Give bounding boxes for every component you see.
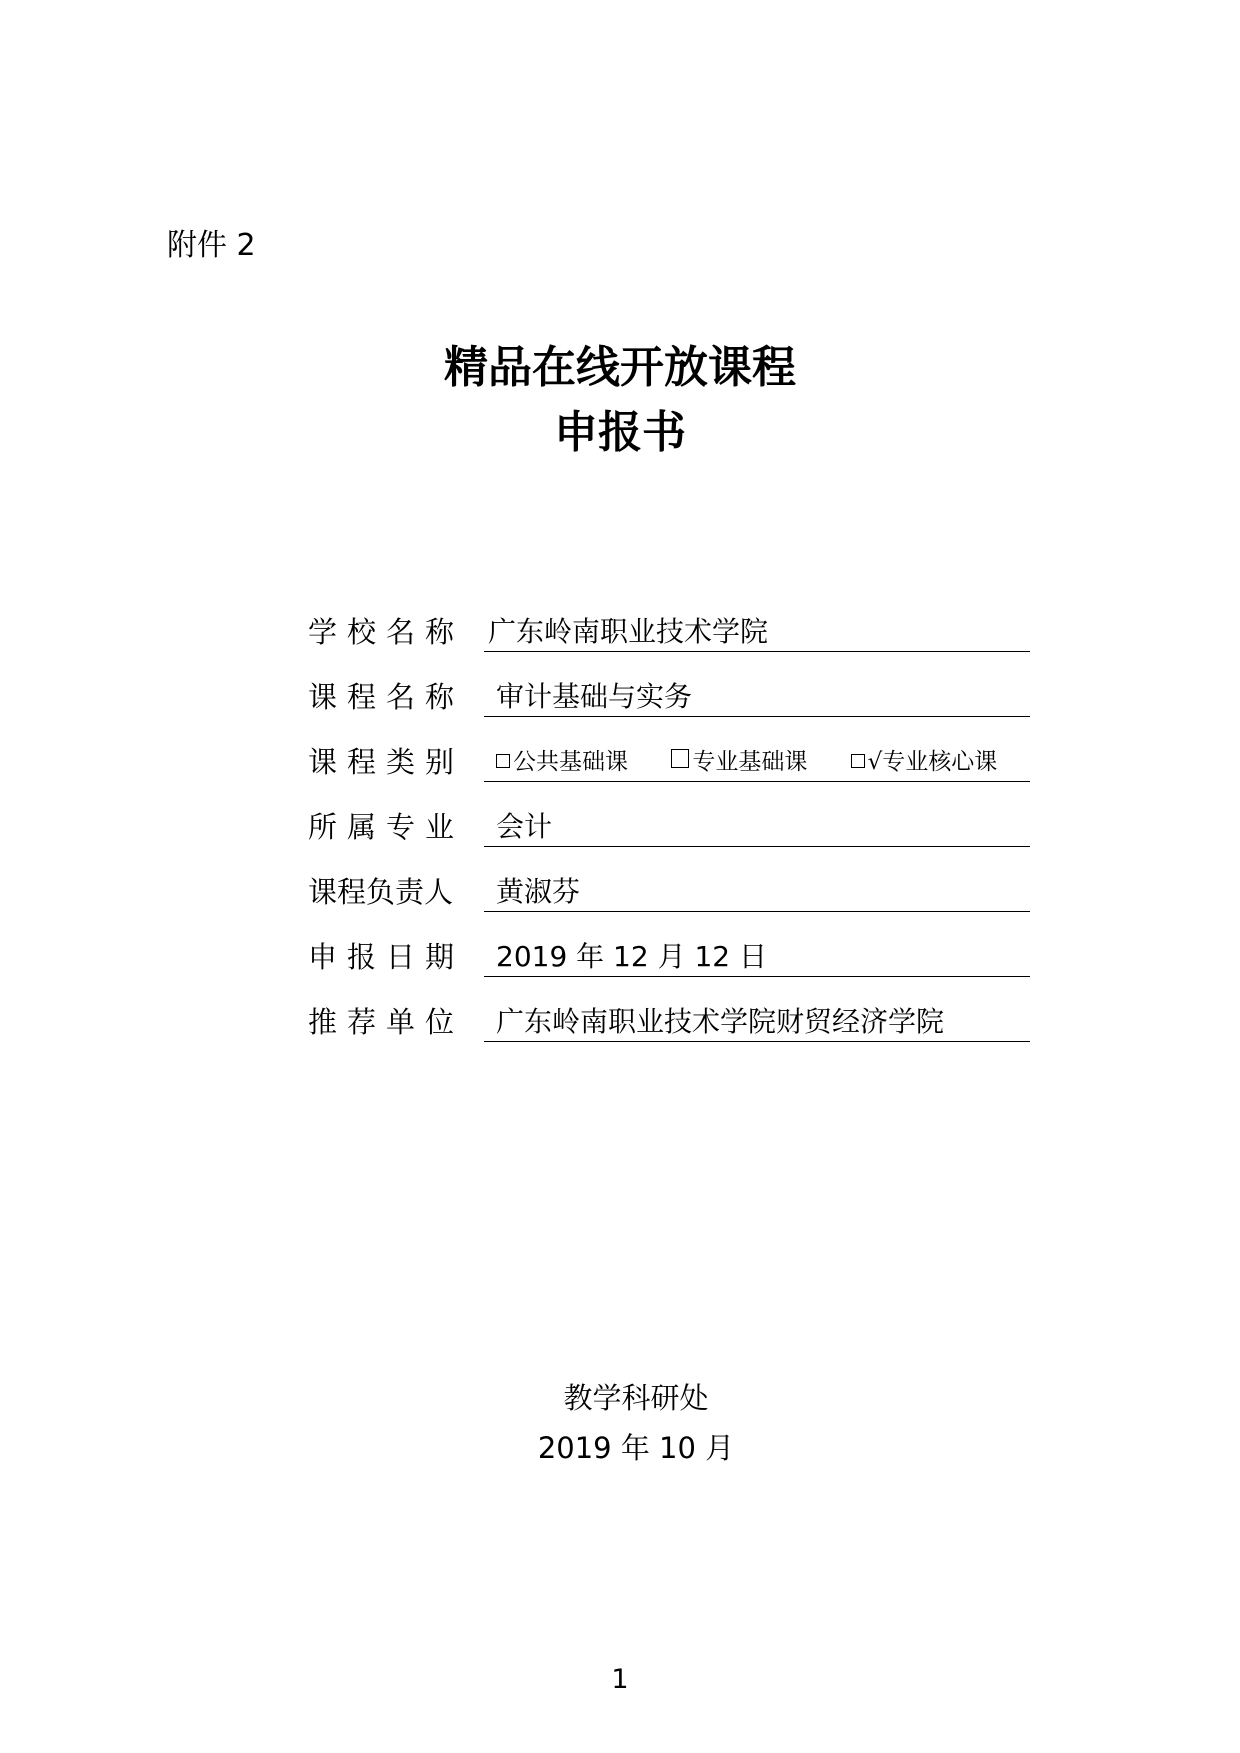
form-row-major: [308, 797, 1030, 862]
category-option-professional-core[interactable]: [851, 742, 998, 782]
school-label: 学校名称: [308, 615, 465, 649]
course-label: 课程名称: [308, 680, 465, 714]
title-line-1: 精品在线开放课程: [444, 342, 796, 393]
issue-date: 2019 年 10 月: [537, 1431, 735, 1465]
date-label: 申报日期: [308, 940, 465, 974]
checkbox-icon[interactable]: [496, 754, 510, 768]
leader-field[interactable]: 黄淑芬: [484, 872, 1030, 912]
recommender-field[interactable]: 广东岭南职业技术学院财贸经济学院: [484, 1002, 1030, 1042]
option-label: 专业基础课: [692, 749, 808, 775]
attachment-label: 附件 2: [167, 228, 256, 263]
page-number: 1: [611, 1664, 629, 1695]
recommender-label: 推荐单位: [308, 1005, 465, 1039]
category-option-public-basic[interactable]: [496, 742, 628, 782]
category-option-professional-basic[interactable]: [671, 742, 807, 782]
form-row-recommender: [308, 992, 1030, 1057]
option-label: 公共基础课: [513, 749, 628, 775]
form-row-leader: [308, 862, 1030, 927]
category-label: 课程类别: [308, 745, 465, 779]
checkbox-icon[interactable]: [671, 749, 689, 768]
leader-label: 课程负责人: [308, 875, 454, 909]
major-label: 所属专业: [308, 810, 465, 844]
issuing-office: 教学科研处: [563, 1381, 709, 1415]
form-row-school: [308, 602, 1030, 667]
course-field[interactable]: 审计基础与实务: [484, 677, 1030, 717]
major-field[interactable]: 会计: [484, 807, 1030, 847]
form-row-date: [308, 927, 1030, 992]
application-form: [308, 602, 1030, 1057]
title-line-2: 申报书: [554, 407, 686, 458]
option-label: 专业核心课: [882, 749, 998, 775]
date-field[interactable]: 2019 年 12 月 12 日: [484, 937, 1030, 977]
category-field: [484, 742, 1030, 782]
option-checkmark: √: [867, 749, 883, 775]
school-field[interactable]: 广东岭南职业技术学院: [484, 612, 1030, 652]
form-row-course: [308, 667, 1030, 732]
checkbox-icon[interactable]: [851, 754, 865, 768]
form-row-category: [308, 732, 1030, 797]
